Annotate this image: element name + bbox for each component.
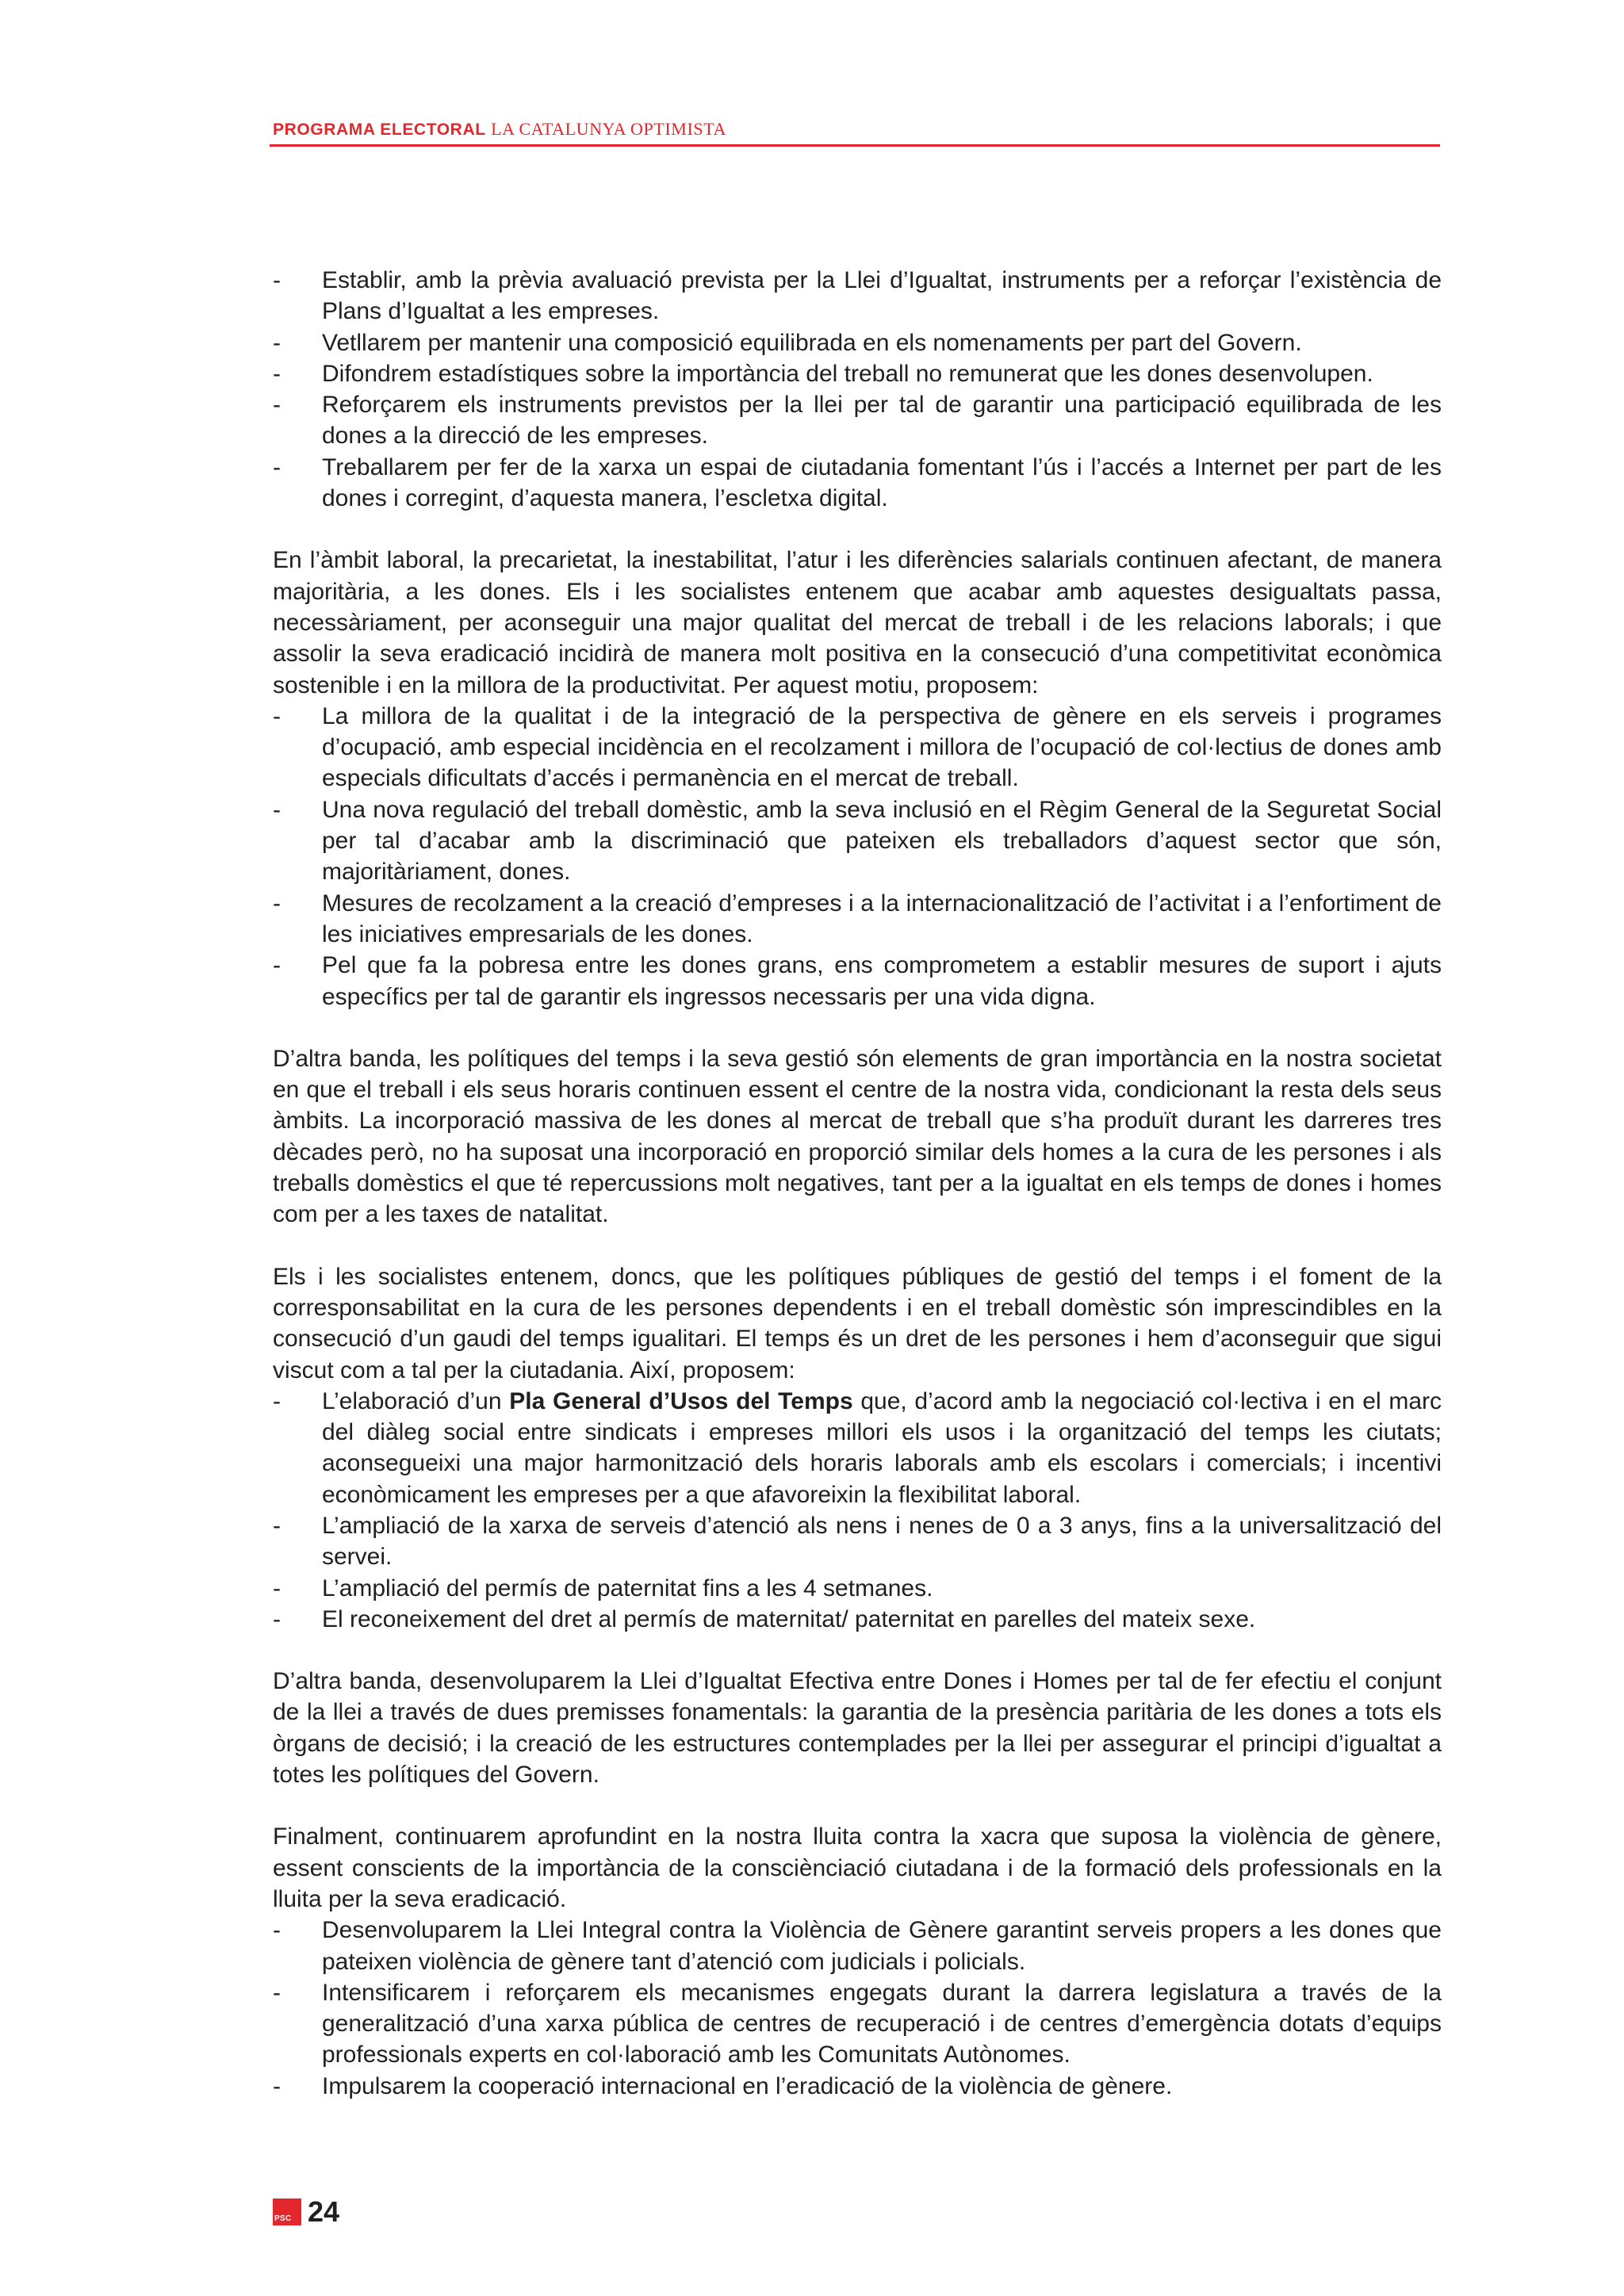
list-item: - Mesures de recolzament a la creació d’empreses i a la internacionalització de l’activitat i a l’enfortiment de les iniciatives empresarials de les dones. [273,890,1442,947]
list-item: - Impulsarem la cooperació internacional en l’eradicació de la violència de gènere. [273,2072,1173,2099]
list-item: - L’ampliació del permís de paternitat fins a les 4 setmanes. [273,1575,933,1601]
list-item: - Intensificarem i reforçarem els mecanismes engegats durant la darrera legislatura a través de la generalització d’una xarxa pública de centres de recuperació i de centres d’emergència dotats d’equips professionals experts en col·laboració amb les Comunitats Autònomes. [273,1979,1442,2068]
paragraph-time-policies: D’altra banda, les polítiques del temps i la seva gestió són elements de gran importància en la nostra societat en que el treball i els seus horaris continuen essent el centre de la nostra vida, condicionant la resta dels seus àmbits. La incorporació massiva de les dones al mercat de treball que s’ha produït durant les darreres tres dècades però, no ha suposat una incorporació en proporció similar dels homes a la cura de les persones i als treballs domèstics el que té repercussions molt negatives, tant per a la igualtat en els temps de dones i homes com per a les taxes de natalitat. [273,1045,1442,1228]
list-equality-plans [273,265,1442,514]
list-item: - L’elaboració d’un Pla General d’Usos del Temps que, d’acord amb la negociació col·lectiva i en el marc del diàleg social entre sindicats i empreses millori els usos i la organització del temps les ciutats; aconsegueixi una major harmonització dels horaris laborals amb els escolars i comercials; i incentivi econòmicament les empreses per a que afavoreixin la flexibilitat laboral. [273,1387,1442,1508]
page-body [273,265,1442,2102]
list-labour-measures [273,701,1442,1012]
header-title-rest: LA CATALUNYA OPTIMISTA [491,119,726,139]
psc-logo-icon: PSC [273,2198,301,2225]
running-header [273,119,1440,140]
list-violence-measures [273,1915,1442,2102]
header-title-bold: PROGRAMA ELECTORAL [273,121,486,139]
list-item: - Desenvoluparem la Llei Integral contra la Violència de Gènere garantint serveis propers a les dones que pateixen violència de gènere tant d’atenció com judicials i policials. [273,1917,1442,1975]
list-item: - Reforçarem els instruments previstos per la llei per tal de garantir una participació equilibrada de les dones a la direcció de les empreses. [273,392,1442,450]
list-item: - Difondrem estadístiques sobre la importància del treball no remunerat que les dones desenvolupen. [273,360,1373,387]
list-item: - El reconeixement del dret al permís de maternitat/ paternitat en parelles del mateix sexe. [273,1605,1256,1632]
paragraph-co-responsibility: Els i les socialistes entenem, doncs, que les polítiques públiques de gestió del temps i el foment de la corresponsabilitat en la cura de les persones dependents i en el treball domèstic són imprescindibles en la consecució d’un gaudi del temps igualitari. El temps és un dret de les persones i hem d’aconseguir que sigui viscut com a tal per la ciutadania. Així, proposem: [273,1263,1442,1383]
list-item: - Treballarem per fer de la xarxa un espai de ciutadania fomentant l’ús i l’accés a Internet per part de les dones i corregint, d’aquesta manera, l’escletxa digital. [273,453,1442,512]
list-item: - Pel que fa la pobresa entre les dones grans, ens comprometem a establir mesures de suport i ajuts específics per tal de garantir els ingressos necessaris per una vida digna. [273,952,1442,1010]
list-item: - La millora de la qualitat i de la integració de la perspectiva de gènere en els serveis i programes d’ocupació, amb especial incidència en el recolzament i millora de l’ocupació de col·lectius de dones amb especials dificultats d’accés i permanència en el mercat de treball. [273,702,1442,792]
list-item: - Una nova regulació del treball domèstic, amb la seva inclusió en el Règim General de la Seguretat Social per tal d’acabar amb la discriminació que pateixen els treballadors d’aquest sector que són, majoritàriament, dones. [273,796,1442,886]
list-item: - L’ampliació de la xarxa de serveis d’atenció als nens i nenes de 0 a 3 anys, fins a la universalització del servei. [273,1512,1442,1571]
list-item: - Vetllarem per mantenir una composició equilibrada en els nomenaments per part del Govern. [273,329,1302,356]
page-footer [273,2195,340,2228]
page-number: 24 [308,2195,340,2228]
paragraph-labour: En l’àmbit laboral, la precarietat, la inestabilitat, l’atur i les diferències salarials continuen afectant, de manera majoritària, a les dones. Els i les socialistes entenem que acabar amb aquestes desigualtats passa, necessàriament, per aconseguir una major qualitat del mercat de treball i de les relacions laborals; i que assolir la seva eradicació incidirà de manera molt positiva en la consecució d’una competitivitat econòmica sostenible i en la millora de la productivitat. Per aquest motiu, proposem: [273,547,1442,698]
paragraph-equality-law: D’altra banda, desenvoluparem la Llei d’Igualtat Efectiva entre Dones i Homes per tal de fer efectiu el conjunt de la llei a través de dues premisses fonamentals: la garantia de la presència paritària de les dones a tots els òrgans de decisió; i la creació de les estructures contemplades per la llei per assegurar el principi d’igualtat a totes les polítiques del Govern. [273,1668,1442,1789]
paragraph-gender-violence: Finalment, continuarem aprofundint en la nostra lluita contra la xacra que suposa la violència de gènere, essent conscients de la importància de la consciènciació ciutadana i de la formació dels professionals en la lluita per la seva eradicació. [273,1823,1442,1912]
list-item: - Establir, amb la prèvia avaluació prevista per la Llei d’Igualtat, instruments per a reforçar l’existència de Plans d’Igualtat a les empreses. [273,267,1442,325]
plan-name-bold: Pla General d’Usos del Temps [509,1387,853,1414]
list-time-measures [273,1386,1442,1635]
header-rule [270,144,1440,147]
